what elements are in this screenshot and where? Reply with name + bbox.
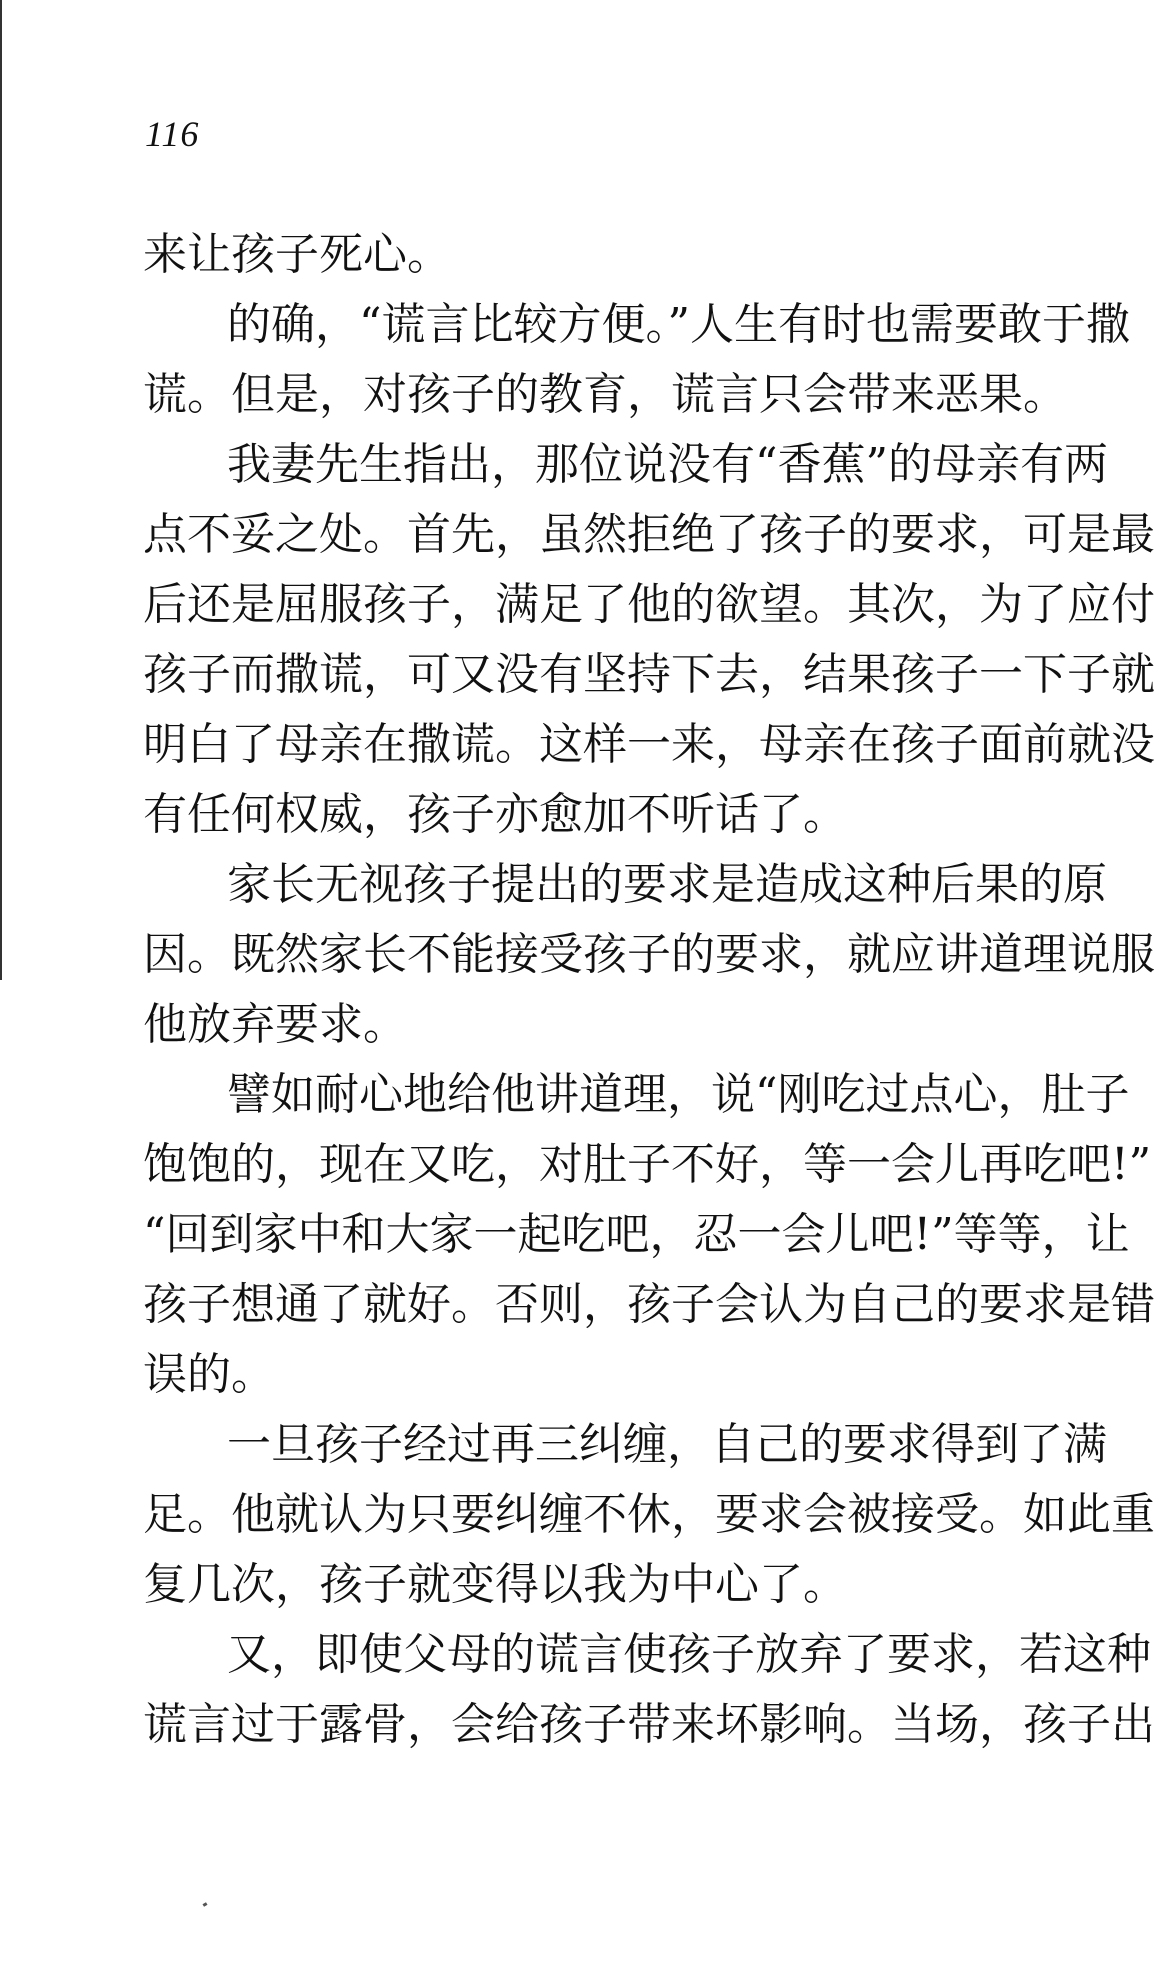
text-line: “回到家中和大家一起吃吧，忍一会儿吧!”等等，让 xyxy=(143,1209,1130,1260)
text-line: 后还是屈服孩子，满足了他的欲望。其次，为了应付 xyxy=(143,579,1155,630)
text-line: 误的。 xyxy=(143,1349,275,1400)
text-line: 的确，“谎言比较方便。”人生有时也需要敢于撒 xyxy=(227,299,1130,350)
text-line: 复几次，孩子就变得以我为中心了。 xyxy=(143,1559,847,1610)
scan-speck xyxy=(203,1902,208,1907)
text-line: 明白了母亲在撒谎。这样一来，母亲在孩子面前就没 xyxy=(143,719,1155,770)
scan-edge-line xyxy=(0,0,2,980)
text-line: 来让孩子死心。 xyxy=(143,229,451,280)
text-line: 我妻先生指出，那位说没有“香蕉”的母亲有两 xyxy=(227,439,1108,490)
page-number: 116 xyxy=(145,114,200,154)
text-line: 孩子想通了就好。否则，孩子会认为自己的要求是错 xyxy=(143,1279,1155,1330)
text-line: 譬如耐心地给他讲道理，说“刚吃过点心，肚子 xyxy=(227,1069,1130,1120)
text-line: 谎。但是，对孩子的教育，谎言只会带来恶果。 xyxy=(143,369,1067,420)
text-line: 一旦孩子经过再三纠缠，自己的要求得到了满 xyxy=(227,1419,1107,1470)
text-line: 孩子而撒谎，可又没有坚持下去，结果孩子一下子就 xyxy=(143,649,1155,700)
text-line: 又，即使父母的谎言使孩子放弃了要求，若这种 xyxy=(227,1629,1151,1680)
text-line: 他放弃要求。 xyxy=(143,999,407,1050)
text-line: 因。既然家长不能接受孩子的要求，就应讲道理说服 xyxy=(143,929,1155,980)
text-line: 谎言过于露骨，会给孩子带来坏影响。当场，孩子出 xyxy=(143,1699,1155,1750)
text-line: 饱饱的，现在又吃，对肚子不好，等一会儿再吃吧!” xyxy=(143,1139,1152,1190)
text-line: 足。他就认为只要纠缠不休，要求会被接受。如此重 xyxy=(143,1489,1155,1540)
text-line: 有任何权威，孩子亦愈加不听话了。 xyxy=(143,789,847,840)
text-line: 家长无视孩子提出的要求是造成这种后果的原 xyxy=(227,859,1107,910)
text-line: 点不妥之处。首先，虽然拒绝了孩子的要求，可是最 xyxy=(143,509,1155,560)
